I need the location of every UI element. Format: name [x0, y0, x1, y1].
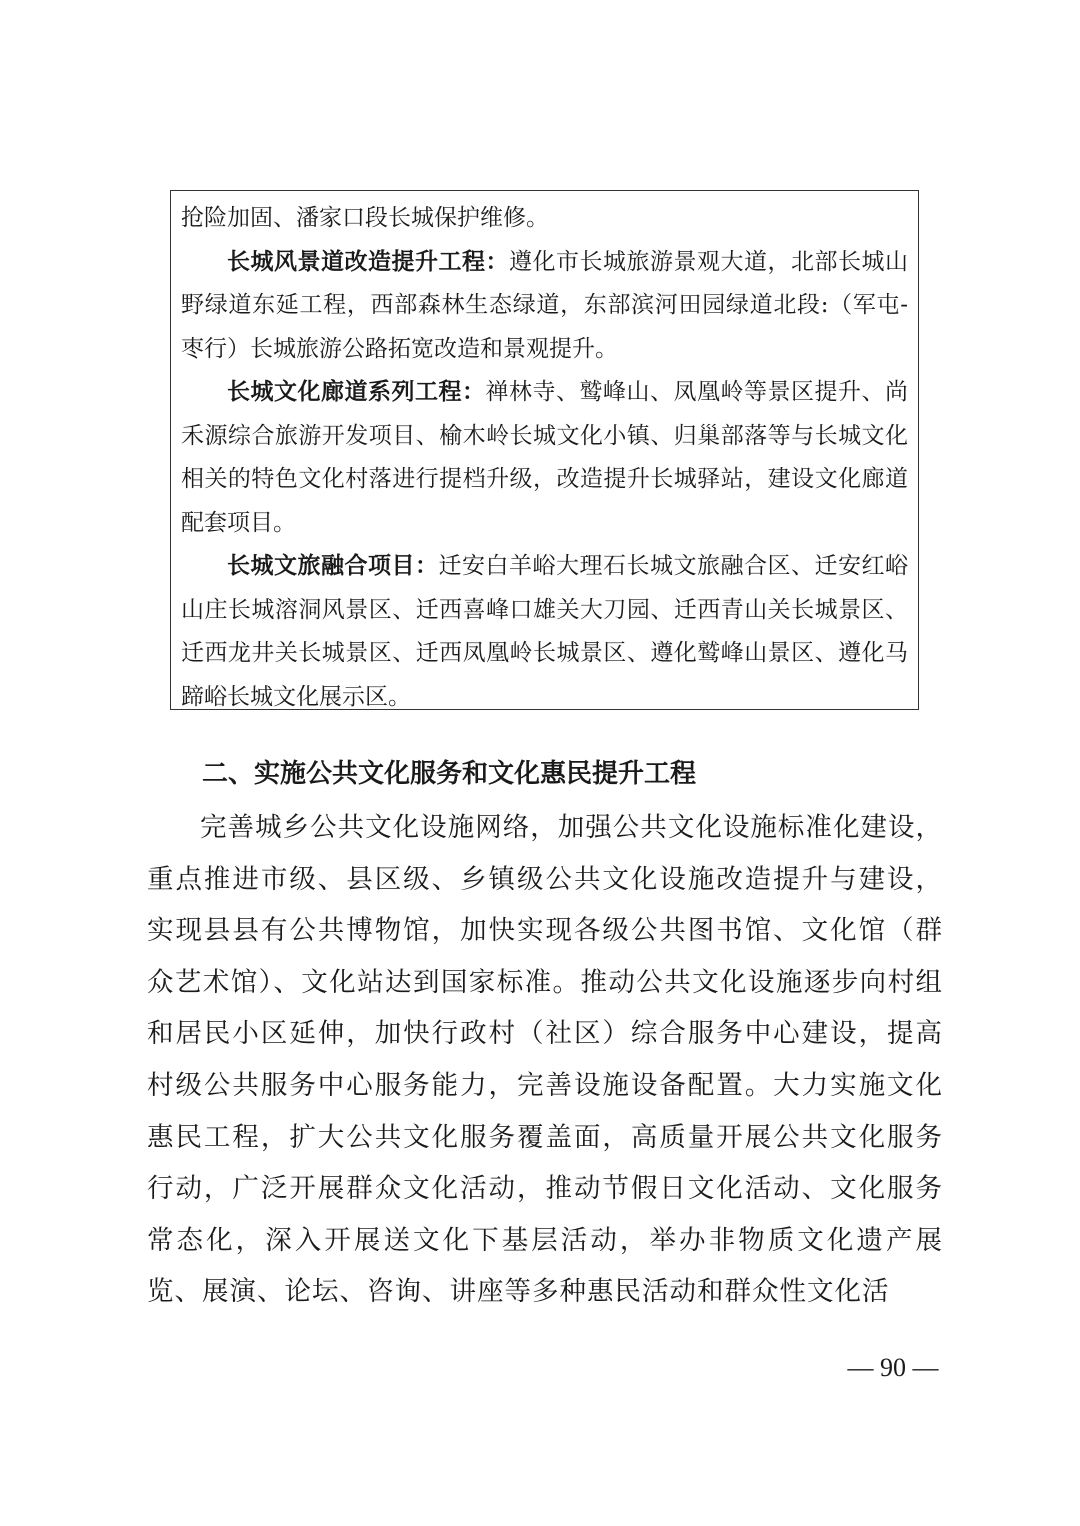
culture-tourism-text: 迁安白羊峪大理石长城文旅融合区、迁安红峪山庄长城溶洞风景区、迁西喜峰口雄关大刀园、迁西青山关长城景区、迁西龙井关长城景区、迁西凤凰岭长城景区、遵化鹫峰山景区、遵化马蹄峪长城文化展示区。 [181, 553, 908, 710]
cultural-corridor-text: 禅林寺、鹫峰山、凤凰岭等景区提升、尚禾源综合旅游开发项目、榆木岭长城文化小镇、归巢部落等与长城文化相关的特色文化村落进行提档升级，改造提升长城驿站，建设文化廊道配套项目。 [181, 379, 908, 536]
section-body-paragraph: 完善城乡公共文化设施网络，加强公共文化设施标准化建设，重点推进市级、县区级、乡镇级公共文化设施改造提升与建设，实现县县有公共博物馆，加快实现各级公共图书馆、文化馆（群众艺术馆）、文化站达到国家标准。推动公共文化设施逐步向村组和居民小区延伸，加快行政村（社区）综合服务中心建设，提高村级公共服务中心服务能力，完善设施设备配置。大力实施文化惠民工程，扩大公共文化服务覆盖面，高质量开展公共文化服务行动，广泛开展群众文化活动，推动节假日文化活动、文化服务常态化，深入开展送文化下基层活动，举办非物质文化遗产展览、展演、论坛、咨询、讲座等多种惠民活动和群众性文化活 [147, 812, 943, 1308]
box-paragraph-continuation: 抢险加固、潘家口段长城保护维修。 [181, 205, 549, 231]
box-paragraph-scenic-road [181, 241, 908, 372]
box-paragraph-cultural-corridor [181, 371, 908, 545]
culture-tourism-label: 长城文旅融合项目： [227, 553, 439, 579]
cultural-corridor-label: 长城文化廊道系列工程： [227, 379, 486, 405]
section-heading: 二、实施公共文化服务和文化惠民提升工程 [202, 759, 697, 789]
project-list-box [170, 190, 919, 710]
scenic-road-text: 遵化市长城旅游景观大道，北部长城山野绿道东延工程，西部森林生态绿道，东部滨河田园绿道北段:（军屯-枣行）长城旅游公路拓宽改造和景观提升。 [181, 248, 908, 362]
box-paragraph-culture-tourism [181, 545, 908, 719]
page-number: — 90 — [847, 1353, 939, 1382]
scenic-road-label: 长城风景道改造提升工程： [227, 248, 509, 275]
